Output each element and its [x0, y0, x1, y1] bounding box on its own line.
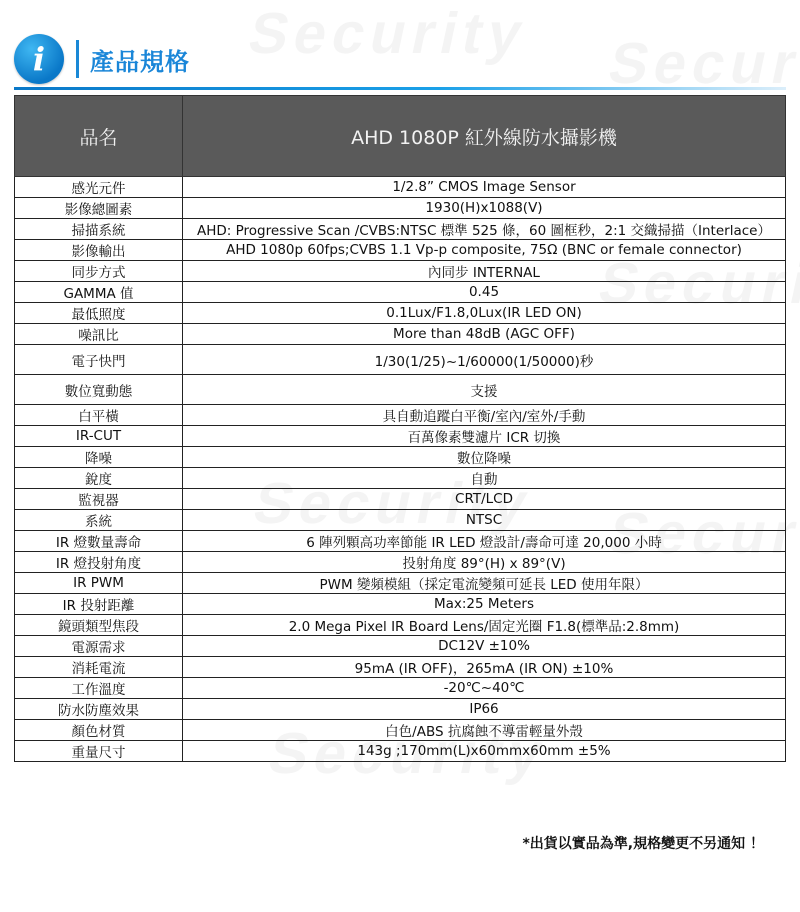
table-row: [15, 636, 786, 657]
spec-label: 掃描系統: [15, 219, 183, 240]
table-row: [15, 261, 786, 282]
table-header-value: AHD 1080P 紅外線防水攝影機: [183, 96, 786, 177]
spec-label: 影像輸出: [15, 240, 183, 261]
spec-table-body: [15, 177, 786, 762]
spec-label: 數位寬動態: [15, 375, 183, 405]
table-row: [15, 720, 786, 741]
table-row: [15, 426, 786, 447]
table-row: [15, 552, 786, 573]
spec-value: CRT/LCD: [183, 489, 786, 510]
spec-value: 內同步 INTERNAL: [183, 261, 786, 282]
table-row: [15, 468, 786, 489]
spec-label: IR 投射距離: [15, 594, 183, 615]
title-divider: [76, 40, 79, 78]
spec-value: AHD 1080p 60fps;CVBS 1.1 Vp-p composite, 75Ω (BNC or female connector): [183, 240, 786, 261]
spec-value: NTSC: [183, 510, 786, 531]
spec-value: 1/2.8” CMOS Image Sensor: [183, 177, 786, 198]
spec-label: GAMMA 值: [15, 282, 183, 303]
spec-table: [14, 95, 786, 762]
table-row: [15, 657, 786, 678]
spec-label: 最低照度: [15, 303, 183, 324]
table-row: [15, 219, 786, 240]
section-header: [14, 34, 786, 90]
table-row: [15, 741, 786, 762]
disclaimer-note: *出貨以實品為準,規格變更不另通知 ！: [522, 836, 764, 852]
spec-value: 百萬像素雙濾片 ICR 切換: [183, 426, 786, 447]
table-row: [15, 510, 786, 531]
spec-value: 支援: [183, 375, 786, 405]
spec-value: IP66: [183, 699, 786, 720]
table-row: [15, 282, 786, 303]
table-row: [15, 324, 786, 345]
spec-label: IR-CUT: [15, 426, 183, 447]
page-title: 產品規格: [90, 48, 190, 76]
spec-value: 0.1Lux/F1.8,0Lux(IR LED ON): [183, 303, 786, 324]
spec-label: IR 燈數量壽命: [15, 531, 183, 552]
spec-value: 具自動追蹤白平衡/室內/室外/手動: [183, 405, 786, 426]
spec-label: IR PWM: [15, 573, 183, 594]
spec-label: 同步方式: [15, 261, 183, 282]
table-row: [15, 177, 786, 198]
spec-value: 1/30(1/25)~1/60000(1/50000)秒: [183, 345, 786, 375]
table-row: [15, 678, 786, 699]
spec-label: 感光元件: [15, 177, 183, 198]
spec-label: 系統: [15, 510, 183, 531]
table-row: [15, 531, 786, 552]
table-row: [15, 573, 786, 594]
spec-value: 白色/ABS 抗腐蝕不導雷輕量外殼: [183, 720, 786, 741]
spec-label: 電子快門: [15, 345, 183, 375]
table-row: [15, 240, 786, 261]
spec-value: 自動: [183, 468, 786, 489]
spec-value: 投射角度 89°(H) x 89°(V): [183, 552, 786, 573]
spec-label: 重量尺寸: [15, 741, 183, 762]
table-row: [15, 447, 786, 468]
table-row: [15, 303, 786, 324]
table-row: [15, 345, 786, 375]
spec-label: 電源需求: [15, 636, 183, 657]
spec-value: AHD: Progressive Scan /CVBS:NTSC 標準 525 條，60 圖框秒，2:1 交織掃描（Interlace）: [183, 219, 786, 240]
info-icon: i: [14, 34, 64, 84]
spec-value: 95mA (IR OFF)，265mA (IR ON) ±10%: [183, 657, 786, 678]
spec-value: 143g ;170mm(L)x60mmx60mm ±5%: [183, 741, 786, 762]
spec-label: 消耗電流: [15, 657, 183, 678]
spec-label: 影像總圖素: [15, 198, 183, 219]
spec-value: 1930(H)x1088(V): [183, 198, 786, 219]
table-row: [15, 198, 786, 219]
title-rule: [14, 87, 786, 90]
spec-value: 0.45: [183, 282, 786, 303]
spec-label: 監視器: [15, 489, 183, 510]
spec-label: 鏡頭類型焦段: [15, 615, 183, 636]
spec-label: 銳度: [15, 468, 183, 489]
spec-label: 降噪: [15, 447, 183, 468]
spec-label: 工作溫度: [15, 678, 183, 699]
spec-label: 白平橫: [15, 405, 183, 426]
table-header-label: 品名: [15, 96, 183, 177]
table-row: [15, 615, 786, 636]
spec-value: DC12V ±10%: [183, 636, 786, 657]
spec-label: 顏色材質: [15, 720, 183, 741]
spec-value: -20℃~40℃: [183, 678, 786, 699]
spec-label: 防水防塵效果: [15, 699, 183, 720]
spec-value: 數位降噪: [183, 447, 786, 468]
table-row: [15, 699, 786, 720]
spec-value: PWM 變頻模組（採定電流變頻可延長 LED 使用年限）: [183, 573, 786, 594]
spec-label: IR 燈投射角度: [15, 552, 183, 573]
spec-value: 6 陣列顆高功率節能 IR LED 燈設計/壽命可達 20,000 小時: [183, 531, 786, 552]
spec-value: Max:25 Meters: [183, 594, 786, 615]
table-row: [15, 489, 786, 510]
table-row: [15, 594, 786, 615]
spec-value: More than 48dB (AGC OFF): [183, 324, 786, 345]
spec-value: 2.0 Mega Pixel IR Board Lens/固定光圈 F1.8(標準品:2.8mm): [183, 615, 786, 636]
table-row: [15, 405, 786, 426]
spec-label: 噪訊比: [15, 324, 183, 345]
table-row: [15, 375, 786, 405]
